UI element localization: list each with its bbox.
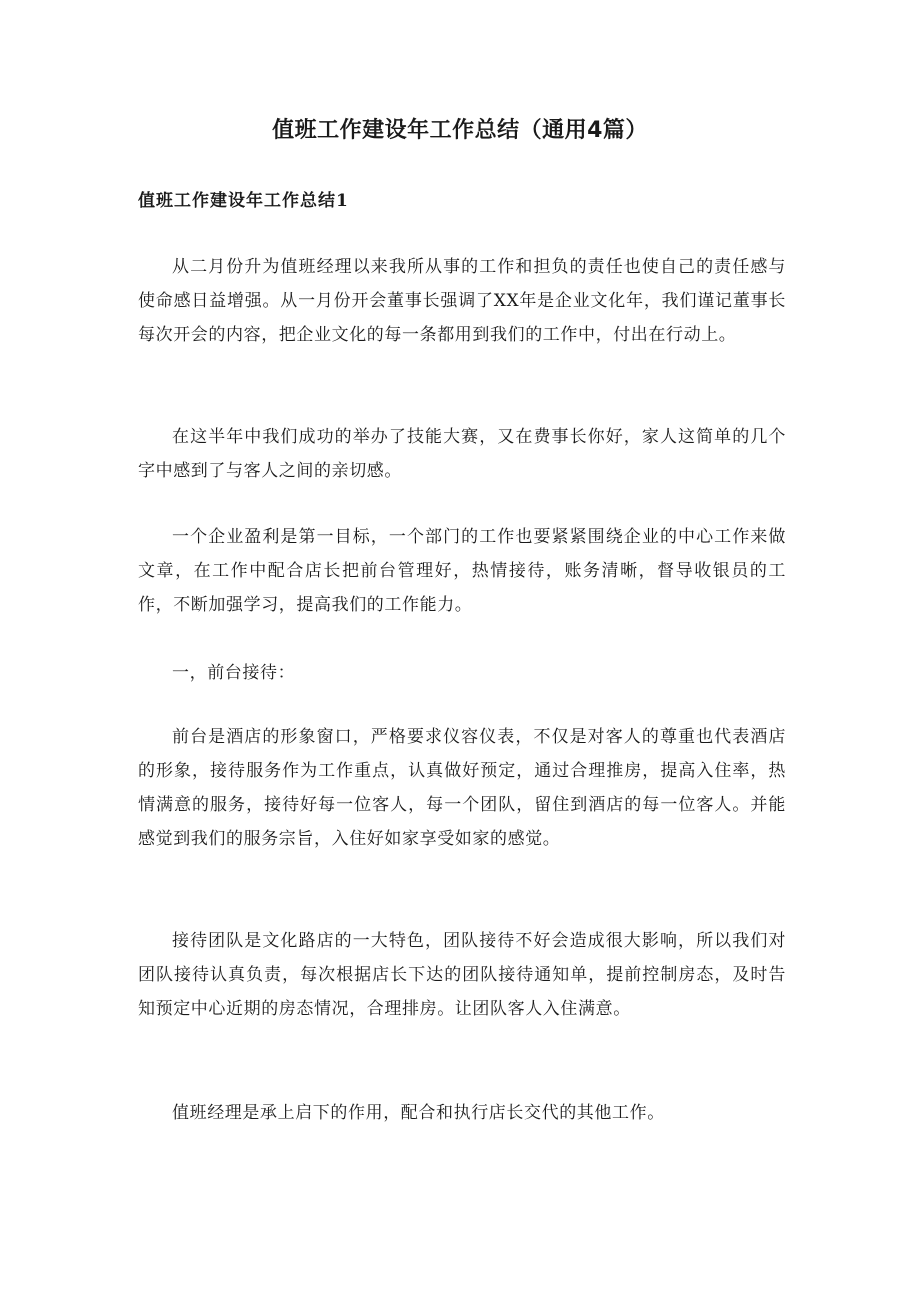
document-title: 值班工作建设年工作总结（通用4篇）: [272, 118, 648, 143]
paragraph-5: 接待团队是文化路店的一大特色，团队接待不好会造成很大影响，所以我们对团队接待认真负责，每次根据店长下达的团队接待通知单，提前控制房态，及时告知预定中心近期的房态情况，合理排房。让团队客人入住满意。: [138, 931, 786, 1019]
paragraph-4: 前台是酒店的形象窗口，严格要求仪容仪表，不仅是对客人的尊重也代表酒店的形象，接待服务作为工作重点，认真做好预定，通过合理推房，提高入住率，热情满意的服务，接待好每一位客人，每一个团队，留住到酒店的每一位客人。并能感觉到我们的服务宗旨，入住好如家享受如家的感觉。: [138, 727, 786, 849]
subheading-front-desk: 一，前台接待：: [172, 663, 296, 683]
paragraph-3: 一个企业盈利是第一目标，一个部门的工作也要紧紧围绕企业的中心工作来做文章，在工作中配合店长把前台管理好，热情接待，账务清晰，督导收银员的工作，不断加强学习，提高我们的工作能力。: [138, 527, 786, 615]
paragraph-6: 值班经理是承上启下的作用，配合和执行店长交代的其他工作。: [172, 1103, 665, 1123]
paragraph-2: 在这半年中我们成功的举办了技能大赛，又在费事长你好，家人这简单的几个字中感到了与客人之间的亲切感。: [138, 427, 786, 481]
section-heading: 值班工作建设年工作总结1: [138, 191, 349, 211]
paragraph-1: 从二月份升为值班经理以来我所从事的工作和担负的责任也使自己的责任感与使命感日益增强。从一月份开会董事长强调了XX年是企业文化年，我们谨记董事长每次开会的内容，把企业文化的每一条都用到我们的工作中，付出在行动上。: [138, 257, 786, 345]
